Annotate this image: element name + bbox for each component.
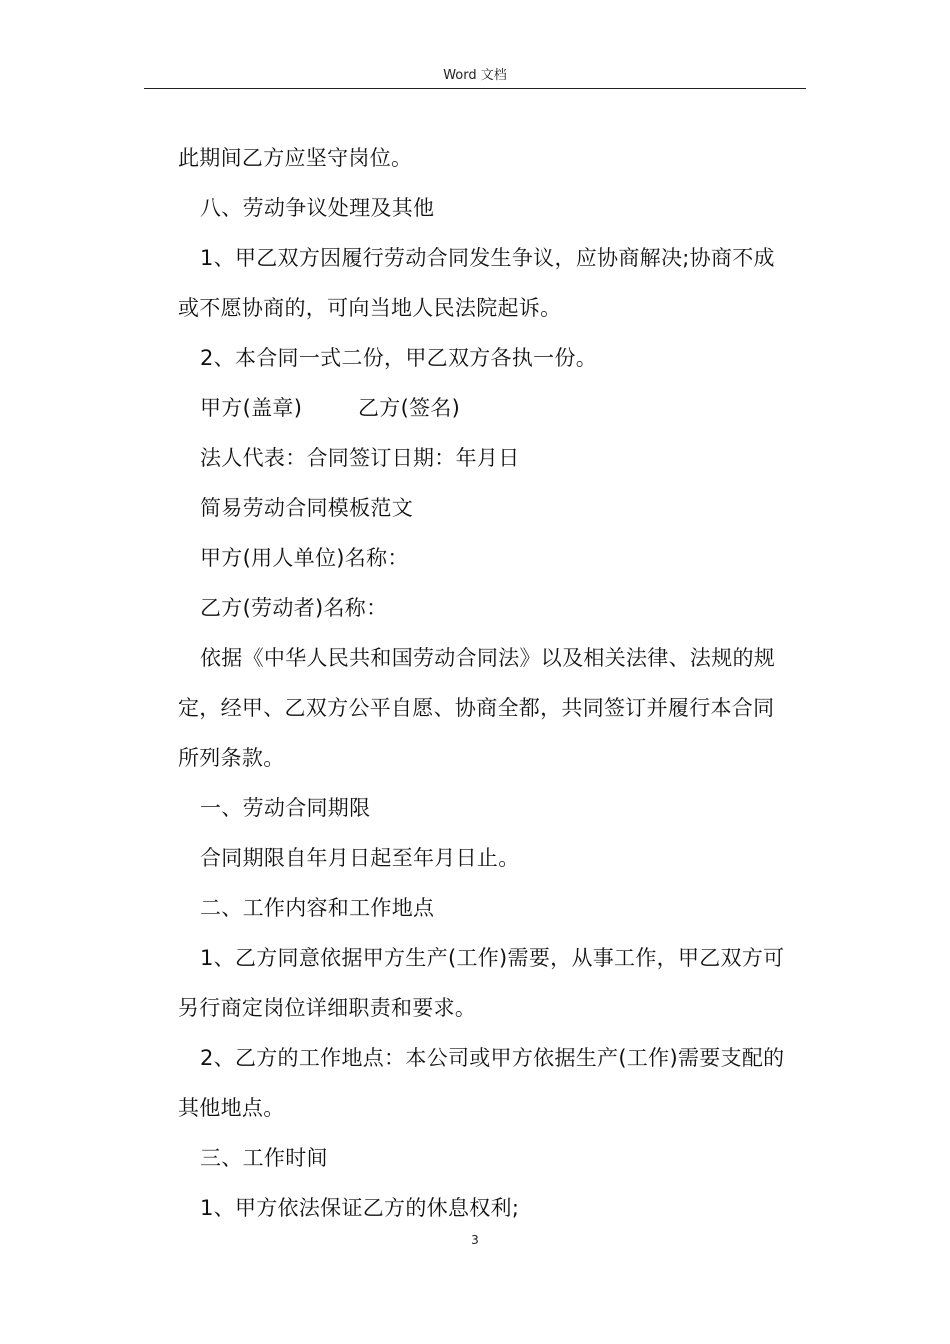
paragraph-line: 或不愿协商的，可向当地人民法院起诉。 xyxy=(178,296,562,320)
section-heading: 三、工作时间 xyxy=(200,1146,328,1170)
header-title: Word 文档 xyxy=(443,68,507,83)
paragraph-line: 1、乙方同意依据甲方生产(工作)需要，从事工作，甲乙双方可 xyxy=(200,946,785,970)
paragraph-line: 1、甲方依法保证乙方的休息权利; xyxy=(200,1196,520,1220)
section-heading: 二、工作内容和工作地点 xyxy=(200,896,435,920)
party-a-name-line: 甲方(用人单位)名称： xyxy=(200,546,409,570)
paragraph-line: 1、甲乙双方因履行劳动合同发生争议，应协商解决;协商不成 xyxy=(200,246,775,270)
page-header xyxy=(144,66,806,89)
signature-line: 甲方(盖章) 乙方(签名) xyxy=(200,396,461,420)
page-number: 3 xyxy=(471,1233,479,1247)
paragraph-line: 此期间乙方应坚守岗位。 xyxy=(178,146,413,170)
paragraph-line: 合同期限自年月日起至年月日止。 xyxy=(200,846,520,870)
document-body xyxy=(178,133,808,1233)
paragraph-line: 2、本合同一式二份，甲乙双方各执一份。 xyxy=(200,346,598,370)
paragraph-line: 其他地点。 xyxy=(178,1096,285,1120)
paragraph-line: 所列条款。 xyxy=(178,746,285,770)
paragraph-line: 依据《中华人民共和国劳动合同法》以及相关法律、法规的规 xyxy=(200,646,776,670)
paragraph-line: 定，经甲、乙双方公平自愿、协商全都，共同签订并履行本合同 xyxy=(178,696,775,720)
party-b-name-line: 乙方(劳动者)名称： xyxy=(200,596,388,620)
document-title: 简易劳动合同模板范文 xyxy=(200,496,413,520)
section-heading: 八、劳动争议处理及其他 xyxy=(200,196,435,220)
paragraph-line: 法人代表：合同签订日期：年月日 xyxy=(200,446,520,470)
paragraph-line: 2、乙方的工作地点：本公司或甲方依据生产(工作)需要支配的 xyxy=(200,1046,785,1070)
section-heading: 一、劳动合同期限 xyxy=(200,796,371,820)
paragraph-line: 另行商定岗位详细职责和要求。 xyxy=(178,996,477,1020)
